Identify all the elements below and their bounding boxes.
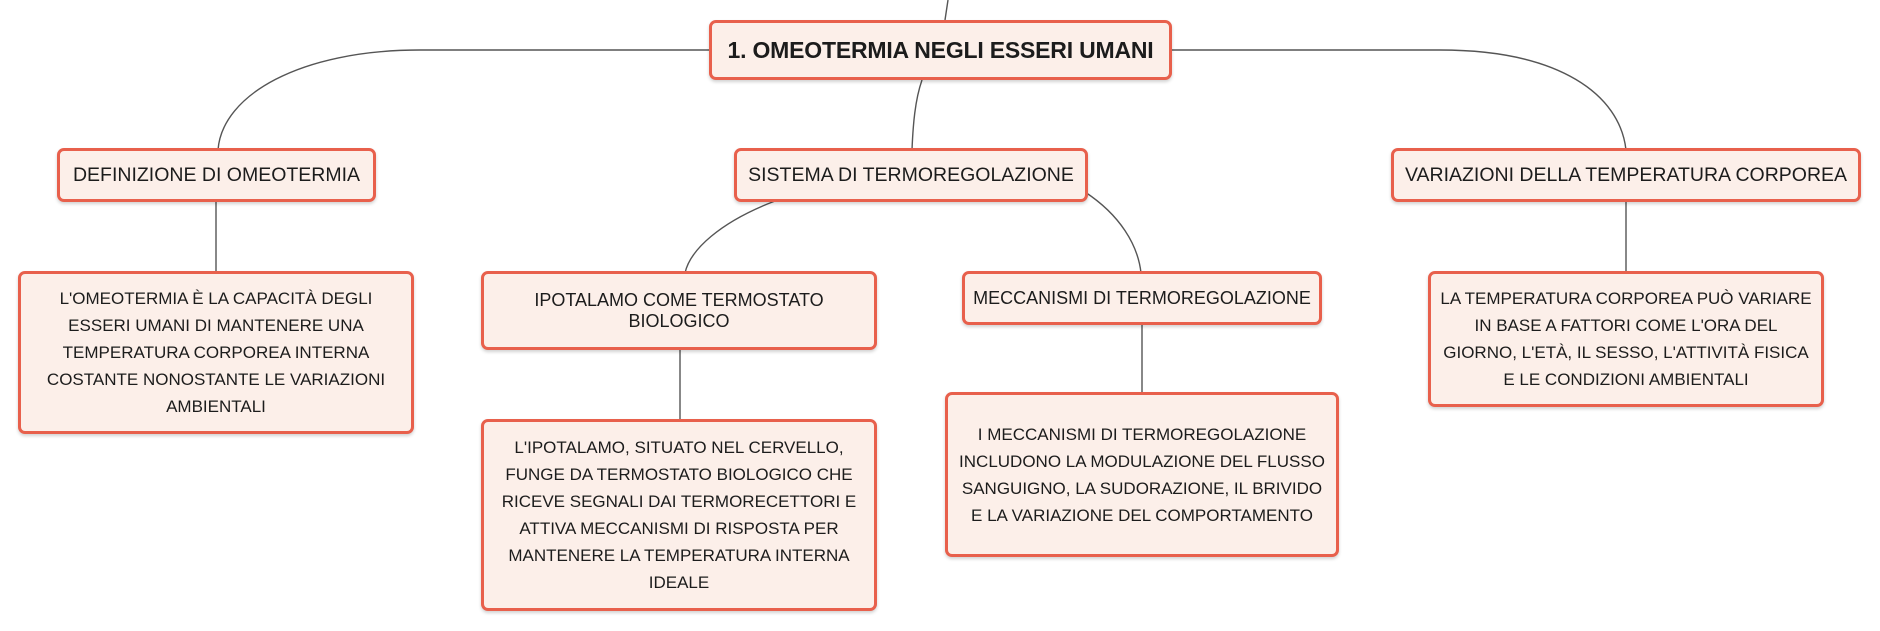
connector-thermoregulation-hypothalamus — [685, 201, 775, 273]
topic-thermoregulation[interactable] — [734, 148, 1088, 202]
connector-root-thermoregulation — [912, 80, 922, 150]
detail-hypothalamus[interactable] — [481, 419, 877, 611]
connector-root-definition — [218, 50, 713, 150]
topic-variations-label: VARIAZIONI DELLA TEMPERATURA CORPOREA — [1404, 163, 1848, 186]
detail-definition-text: L'OMEOTERMIA È LA CAPACITÀ DEGLI ESSERI UMANI DI MANTENERE UNA TEMPERATURA CORPOREA INTERNA COSTANTE NONOSTANTE LE VARIAZIONI AMBIENTALI — [46, 289, 386, 416]
topic-definition[interactable] — [57, 148, 376, 202]
detail-mechanisms[interactable] — [945, 392, 1339, 557]
root-node[interactable] — [709, 20, 1172, 80]
detail-mechanisms-text: I MECCANISMI DI TERMOREGOLAZIONE INCLUDONO LA MODULAZIONE DEL FLUSSO SANGUIGNO, LA SUDORAZIONE, IL BRIVIDO E LA VARIAZIONE DEL COMPORTAMENTO — [959, 424, 1325, 525]
detail-definition[interactable] — [18, 271, 414, 434]
topic-definition-label: DEFINIZIONE DI OMEOTERMIA — [72, 163, 361, 186]
detail-variations[interactable] — [1428, 271, 1824, 407]
root-node-label: 1. OMEOTERMIA NEGLI ESSERI UMANI — [727, 36, 1154, 63]
subtopic-mechanisms[interactable] — [962, 271, 1322, 325]
connector-thermoregulation-mechanisms — [1085, 192, 1141, 273]
detail-hypothalamus-text: L'IPOTALAMO, SITUATO NEL CERVELLO, FUNGE DA TERMOSTATO BIOLOGICO CHE RICEVE SEGNALI DAI TERMORECETTORI E ATTIVA MECCANISMI DI RISPOSTA PER MANTENERE LA TEMPERATURA INTERNA IDEALE — [501, 438, 857, 592]
topic-variations[interactable] — [1391, 148, 1861, 202]
subtopic-mechanisms-label: MECCANISMI DI TERMOREGOLAZIONE — [973, 287, 1311, 308]
detail-variations-text: LA TEMPERATURA CORPOREA PUÒ VARIARE IN BASE A FATTORI COME L'ORA DEL GIORNO, L'ETÀ, IL SESSO, L'ATTIVITÀ FISICA E LE CONDIZIONI AMBIENTALI — [1440, 289, 1812, 389]
topic-thermoregulation-label: SISTEMA DI TERMOREGOLAZIONE — [748, 163, 1074, 186]
connector-root-parent — [945, 0, 948, 20]
subtopic-hypothalamus[interactable] — [481, 271, 877, 350]
connector-root-variations — [1170, 50, 1626, 150]
subtopic-hypothalamus-label: IPOTALAMO COME TERMOSTATO BIOLOGICO — [534, 289, 824, 331]
